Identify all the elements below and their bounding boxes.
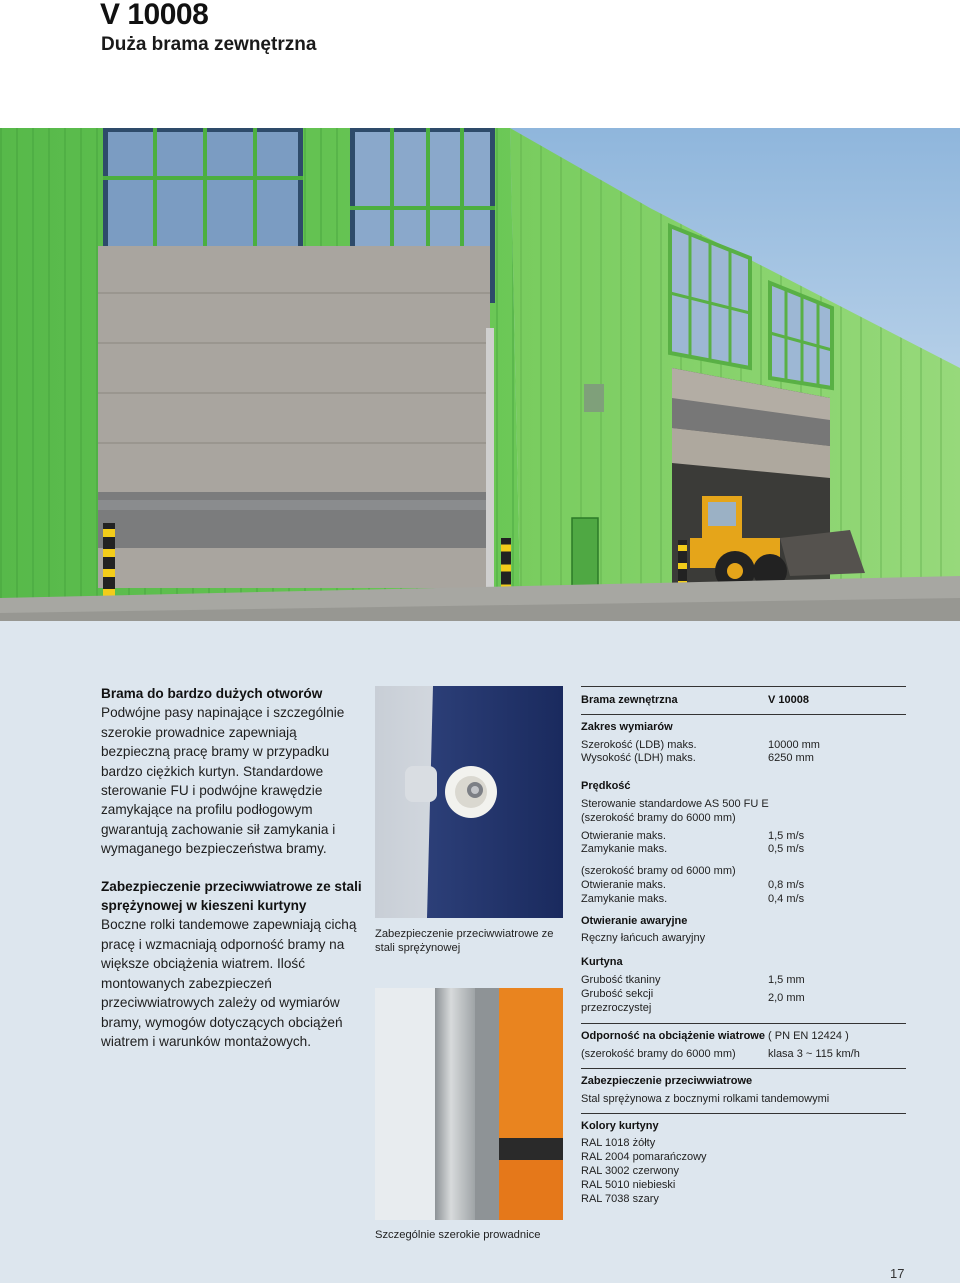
spec-row bbox=[581, 752, 906, 766]
windguard-title: Zabezpieczenie przeciwwiatrowe bbox=[581, 1074, 753, 1087]
speed-rows-2 bbox=[581, 879, 906, 907]
guide-rail-photo bbox=[375, 988, 563, 1220]
wind-title: Odporność na obciążenie wiatrowe bbox=[581, 1030, 765, 1043]
curtain-rows bbox=[581, 974, 906, 1015]
intro-text-1: Podwójne pasy napinające i szczególnie szerokie prowadnice zapewniają bezpieczną pracę bramy w przypadku bardzo ciężkich kurtyn. Standardowe sterowanie FU i podwójne krawędzie zamykające na profilu podłogowym gwarantują zachowanie sił zamykania i wymaganego bezpieczeństwa bramy. bbox=[101, 705, 345, 857]
caption-guide-rail: Szczególnie szerokie prowadnice bbox=[375, 1229, 541, 1241]
colors-title: Kolory kurtyny bbox=[581, 1119, 659, 1132]
intro-text-2: Boczne rolki tandemowe zapewniają cichą pracę i wzmacniają odporność bramy na większe obciążenia wiatrem. Ilość montowanych zabezpieczeń przeciwwiatrowych zależy od wymiarów bramy, wymogów dotyczących obciążeń wiatrem i warunków montażowych. bbox=[101, 917, 357, 1049]
intro-block-2 bbox=[101, 877, 363, 1052]
spec-value: 10000 mm bbox=[768, 738, 820, 751]
intro-heading-1: Brama do bardzo dużych otworów bbox=[101, 686, 323, 701]
spec-header-value: V 10008 bbox=[768, 694, 809, 706]
spec-label: Zamykanie maks. bbox=[581, 843, 668, 856]
spec-divider bbox=[581, 1023, 906, 1024]
caption-wind-guard: Zabezpieczenie przeciwwiatrowe ze stali sprężynowej bbox=[375, 928, 554, 954]
color-item: RAL 2004 pomarańczowy bbox=[581, 1151, 707, 1164]
speed-condition-1: (szerokość bramy do 6000 mm) bbox=[581, 811, 736, 824]
color-item: RAL 1018 żółty bbox=[581, 1137, 656, 1150]
color-item: RAL 7038 szary bbox=[581, 1192, 659, 1205]
colors-list bbox=[581, 1137, 906, 1206]
spec-header-label: Brama zewnętrzna bbox=[581, 694, 678, 706]
spec-divider bbox=[581, 1113, 906, 1114]
spec-label: Szerokość (LDB) maks. bbox=[581, 738, 697, 751]
color-item: RAL 3002 czerwony bbox=[581, 1164, 680, 1177]
intro-block-1 bbox=[101, 684, 363, 859]
dimensions-title: Zakres wymiarów bbox=[581, 720, 673, 733]
curtain-title: Kurtyna bbox=[581, 956, 623, 969]
product-title: V 10008 bbox=[100, 0, 209, 31]
intro-heading-2: Zabezpieczenie przeciwwiatrowe ze stali sprężynowej w kieszeni kurtyny bbox=[101, 878, 362, 914]
spec-value: 1,5 m/s bbox=[768, 829, 805, 842]
spec-value: 0,5 m/s bbox=[768, 843, 805, 856]
spec-label: Otwieranie maks. bbox=[581, 878, 666, 891]
spec-label: Grubość sekcji przezroczystej bbox=[581, 987, 654, 1014]
windguard-text: Stal sprężynowa z bocznymi rolkami tandemowymi bbox=[581, 1092, 830, 1105]
wind-norm: ( PN EN 12424 ) bbox=[764, 1030, 849, 1043]
spec-row bbox=[581, 879, 906, 893]
intro-text bbox=[101, 684, 363, 1051]
wind-title-line bbox=[581, 1030, 906, 1044]
spec-divider bbox=[581, 1068, 906, 1069]
spec-row bbox=[581, 739, 906, 753]
spec-row bbox=[581, 893, 906, 907]
spec-header-row bbox=[581, 687, 906, 714]
spec-divider bbox=[581, 714, 906, 715]
spec-value: klasa 3 ~ 115 km/h bbox=[768, 1048, 860, 1061]
spec-value: 0,8 m/s bbox=[768, 878, 805, 891]
speed-control: Sterowanie standardowe AS 500 FU E bbox=[581, 797, 769, 810]
speed-condition-2: (szerokość bramy od 6000 mm) bbox=[581, 865, 736, 878]
spec-label: Zamykanie maks. bbox=[581, 892, 668, 905]
spec-label: Grubość tkaniny bbox=[581, 973, 661, 986]
spec-label: Otwieranie maks. bbox=[581, 829, 666, 842]
spec-value: 2,0 mm bbox=[768, 991, 805, 1004]
spec-label: Wysokość (LDH) maks. bbox=[581, 752, 696, 765]
spec-row bbox=[581, 1048, 906, 1062]
spec-value: 0,4 m/s bbox=[768, 892, 805, 905]
spec-value: 1,5 mm bbox=[768, 973, 805, 986]
wind-guard-photo bbox=[375, 686, 563, 918]
spec-value: 6250 mm bbox=[768, 752, 814, 765]
spec-table bbox=[581, 686, 906, 1206]
speed-title: Prędkość bbox=[581, 780, 631, 793]
emergency-text: Ręczny łańcuch awaryjny bbox=[581, 932, 706, 945]
page-number: 17 bbox=[890, 1266, 905, 1281]
emergency-title: Otwieranie awaryjne bbox=[581, 914, 688, 927]
spec-row bbox=[581, 843, 906, 857]
color-item: RAL 5010 niebieski bbox=[581, 1178, 676, 1191]
product-subtitle: Duża brama zewnętrzna bbox=[101, 34, 317, 55]
spec-label: (szerokość bramy do 6000 mm) bbox=[581, 1048, 736, 1061]
spec-row bbox=[581, 974, 906, 988]
hero-photo bbox=[0, 128, 960, 621]
speed-rows-1 bbox=[581, 830, 906, 858]
spec-row bbox=[581, 830, 906, 844]
dimensions-rows bbox=[581, 739, 906, 767]
spec-row bbox=[581, 988, 906, 1016]
